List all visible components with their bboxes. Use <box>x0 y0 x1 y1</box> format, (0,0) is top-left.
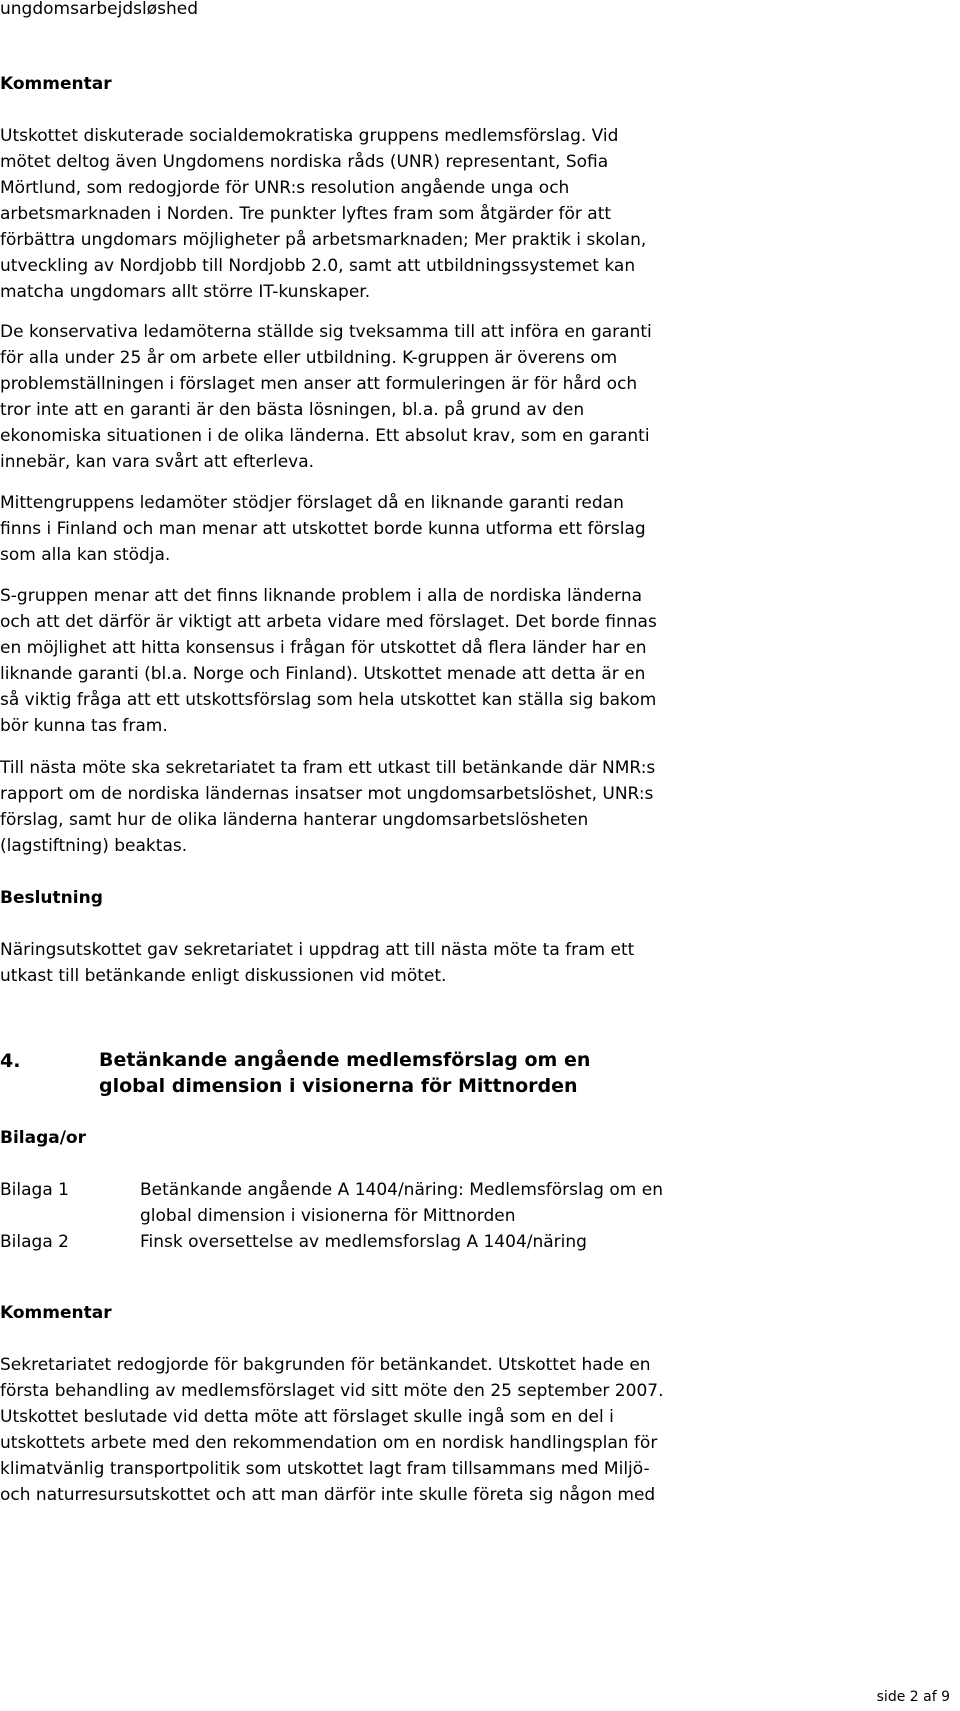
paragraph-line: ekonomiska situationen i de olika länderna. Ett absolut krav, som en garanti <box>0 426 650 446</box>
bilaga-description: Betänkande angående A 1404/näring: Medlemsförslag om en <box>140 1180 663 1200</box>
paragraph-line: Till nästa möte ska sekretariatet ta fram ett utkast till betänkande där NMR:s <box>0 758 656 778</box>
paragraph-line: mötet deltog även Ungdomens nordiska råds (UNR) representant, Sofia <box>0 152 609 172</box>
paragraph-line: innebär, kan vara svårt att efterleva. <box>0 452 315 472</box>
paragraph-line: bör kunna tas fram. <box>0 716 168 736</box>
paragraph-line: och att det därför är viktigt att arbeta vidare med förslaget. Det borde finnas <box>0 612 657 632</box>
section-number: 4. <box>0 1050 21 1072</box>
paragraph-line: S-gruppen menar att det finns liknande problem i alla de nordiska länderna <box>0 586 643 606</box>
bilaga-description: Finsk oversettelse av medlemsforslag A 1404/näring <box>140 1232 587 1252</box>
paragraph-line: utkast till betänkande enligt diskussionen vid mötet. <box>0 966 447 986</box>
paragraph-line: Utskottet beslutade vid detta möte att förslaget skulle ingå som en del i <box>0 1407 614 1427</box>
header-text: ungdomsarbejdsløshed <box>0 0 198 19</box>
paragraph-line: första behandling av medlemsförslaget vid sitt möte den 25 september 2007. <box>0 1381 664 1401</box>
paragraph-line: Mittengruppens ledamöter stödjer förslaget då en liknande garanti redan <box>0 493 624 513</box>
page-number: side 2 af 9 <box>876 1689 950 1705</box>
paragraph-line: utskottets arbete med den rekommendation om en nordisk handlingsplan för <box>0 1433 658 1453</box>
section-title-line: Betänkande angående medlemsförslag om en <box>99 1049 591 1071</box>
paragraph-line: som alla kan stödja. <box>0 545 171 565</box>
paragraph-line: Sekretariatet redogjorde för bakgrunden för betänkandet. Utskottet hade en <box>0 1355 651 1375</box>
paragraph-line: utveckling av Nordjobb till Nordjobb 2.0, samt att utbildningssystemet kan <box>0 256 636 276</box>
paragraph-line: Utskottet diskuterade socialdemokratiska gruppens medlemsförslag. Vid <box>0 126 619 146</box>
paragraph-line: rapport om de nordiska ländernas insatser mot ungdomsarbetslöshet, UNR:s <box>0 784 654 804</box>
paragraph-line: förbättra ungdomars möjligheter på arbetsmarknaden; Mer praktik i skolan, <box>0 230 647 250</box>
paragraph-line: Näringsutskottet gav sekretariatet i uppdrag att till nästa möte ta fram ett <box>0 940 635 960</box>
paragraph-line: en möjlighet att hitta konsensus i frågan för utskottet då flera länder har en <box>0 638 647 658</box>
bilaga-heading: Bilaga/or <box>0 1128 86 1148</box>
paragraph-line: liknande garanti (bl.a. Norge och Finland). Utskottet menade att detta är en <box>0 664 646 684</box>
paragraph-line: tror inte att en garanti är den bästa lösningen, bl.a. på grund av den <box>0 400 585 420</box>
paragraph-line: Mörtlund, som redogjorde för UNR:s resolution angående unga och <box>0 178 570 198</box>
paragraph-line: finns i Finland och man menar att utskottet borde kunna utforma ett förslag <box>0 519 646 539</box>
paragraph-line: matcha ungdomars allt större IT-kunskaper. <box>0 282 371 302</box>
kommentar-heading: Kommentar <box>0 1303 112 1323</box>
bilaga-tag: Bilaga 2 <box>0 1232 69 1252</box>
bilaga-description: global dimension i visionerna för Mittnorden <box>140 1206 516 1226</box>
paragraph-line: för alla under 25 år om arbete eller utbildning. K-gruppen är överens om <box>0 348 618 368</box>
paragraph-line: klimatvänlig transportpolitik som utskottet lagt fram tillsammans med Miljö- <box>0 1459 650 1479</box>
paragraph-line: och naturresursutskottet och att man därför inte skulle företa sig någon med <box>0 1485 656 1505</box>
paragraph-line: så viktig fråga att ett utskottsförslag som hela utskottet kan ställa sig bakom <box>0 690 657 710</box>
paragraph-line: (lagstiftning) beaktas. <box>0 836 188 856</box>
paragraph-line: arbetsmarknaden i Norden. Tre punkter lyftes fram som åtgärder för att <box>0 204 612 224</box>
beslutning-heading: Beslutning <box>0 888 103 908</box>
paragraph-line: De konservativa ledamöterna ställde sig tveksamma till att införa en garanti <box>0 322 652 342</box>
paragraph-line: förslag, samt hur de olika länderna hanterar ungdomsarbetslösheten <box>0 810 589 830</box>
section-title-line: global dimension i visionerna för Mittnorden <box>99 1075 578 1097</box>
kommentar-heading: Kommentar <box>0 74 112 94</box>
paragraph-line: problemställningen i förslaget men anser att formuleringen är för hård och <box>0 374 638 394</box>
bilaga-tag: Bilaga 1 <box>0 1180 69 1200</box>
